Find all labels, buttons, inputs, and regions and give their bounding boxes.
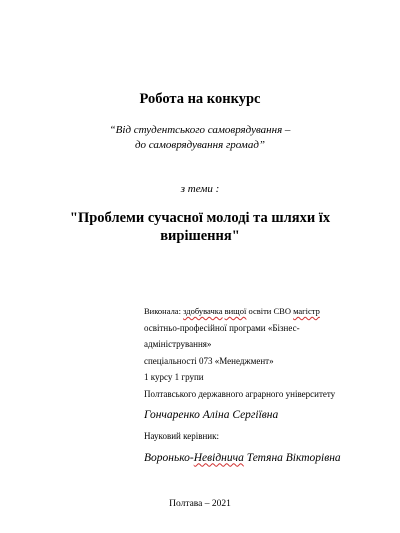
course-line: 1 курсу 1 групи (144, 372, 204, 382)
spellcheck-word: вищої (224, 306, 247, 316)
topic-title (50, 209, 350, 245)
spellcheck-word: здобувачка (183, 306, 223, 316)
subtitle-line: “Від студентського самоврядування – (109, 124, 291, 136)
supervisor-name-part: Тетяна Вікторівна (243, 451, 341, 464)
program-line: адміністрування» (144, 339, 212, 349)
performer-mid: освіти СВО (246, 306, 294, 316)
topic-label: з теми : (180, 183, 220, 195)
spellcheck-word: магістр (293, 306, 320, 316)
university-line: Полтавського державного аграрного університету (144, 388, 336, 399)
supervisor-label: Науковий керівник: (144, 431, 219, 441)
performer-prefix: Виконала: (144, 306, 184, 316)
subtitle-line: до самоврядування громад” (134, 139, 266, 151)
contest-subtitle (60, 123, 340, 153)
author-info-block (144, 303, 389, 467)
specialty-line: спеціальності 073 «Менеджмент» (144, 355, 274, 366)
topic-line: вирішення" (160, 228, 240, 244)
supervisor-name-part: Воронько- (144, 451, 194, 464)
document-title: Робота на конкурс (139, 91, 261, 107)
program-line: освітньо-професійної програми «Бізнес- (144, 322, 300, 333)
performer-line (144, 303, 389, 320)
spellcheck-word: Невіднича (193, 451, 244, 464)
topic-line: "Проблеми сучасної молоді та шляхи їх (69, 210, 331, 226)
student-name: Гончаренко Аліна Сергіївна (144, 409, 279, 421)
supervisor-name (144, 449, 389, 467)
city-year-footer: Полтава – 2021 (169, 499, 231, 509)
